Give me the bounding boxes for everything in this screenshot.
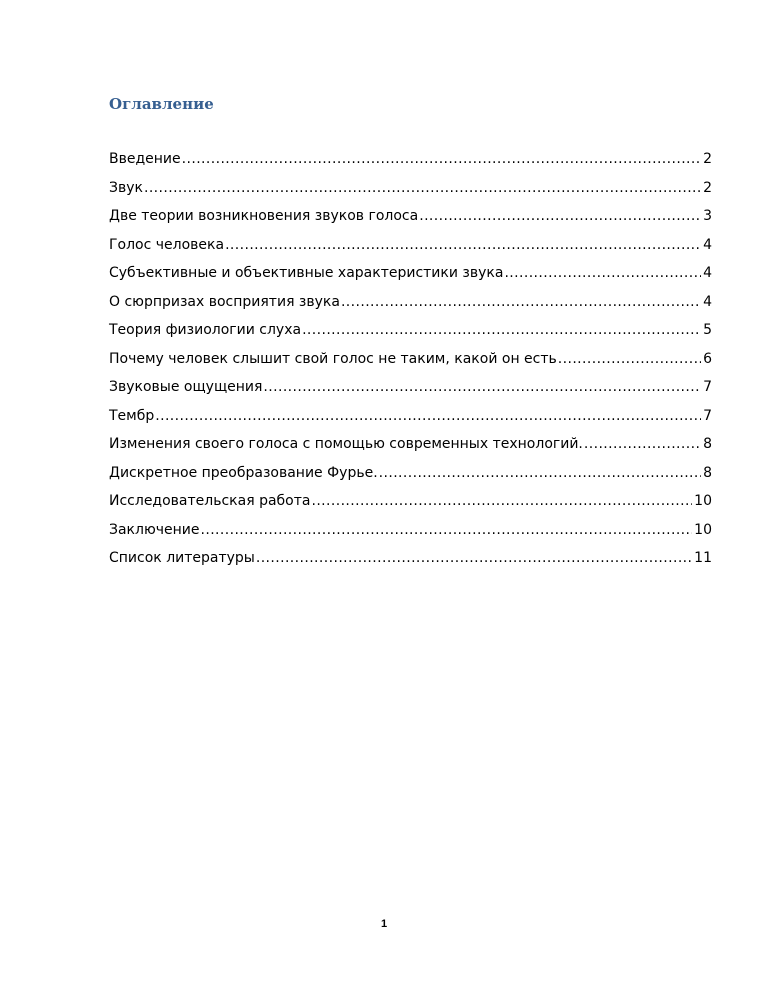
toc-entry-title[interactable]: Изменения своего голоса с помощью современных технологий. bbox=[109, 436, 583, 452]
toc-dot-leader bbox=[263, 373, 701, 402]
toc-entry-title[interactable]: Звуковые ощущения bbox=[109, 379, 263, 395]
toc-entry-page[interactable]: 10 bbox=[694, 493, 712, 509]
toc-heading: Оглавление bbox=[109, 95, 214, 113]
toc-entry-title[interactable]: Субъективные и объективные характеристики звука bbox=[109, 265, 504, 281]
toc-dot-leader bbox=[182, 145, 701, 174]
toc-dot-leader bbox=[155, 402, 701, 431]
toc-entry[interactable] bbox=[109, 487, 712, 516]
toc-entry[interactable] bbox=[109, 430, 712, 459]
toc-entry-title[interactable]: Голос человека bbox=[109, 236, 225, 253]
toc-entry-title[interactable]: Звук bbox=[109, 179, 143, 196]
toc-entry-title[interactable]: Заключение bbox=[109, 521, 200, 538]
toc-entry-title[interactable]: Введение bbox=[109, 151, 181, 167]
toc-dot-leader bbox=[558, 345, 701, 374]
toc-entry-page[interactable]: 4 bbox=[703, 265, 712, 281]
page-number: 1 bbox=[380, 918, 388, 930]
toc-entry[interactable] bbox=[109, 202, 712, 231]
toc-entry-title[interactable]: Почему человек слышит свой голос не таким, какой он есть bbox=[109, 350, 557, 367]
toc-entry[interactable] bbox=[109, 345, 712, 374]
toc-dot-leader bbox=[302, 316, 701, 345]
toc-dot-leader bbox=[379, 459, 701, 488]
toc-entry-page[interactable]: 7 bbox=[703, 407, 712, 424]
toc-entry[interactable] bbox=[109, 544, 712, 573]
toc-entry-page[interactable]: 2 bbox=[703, 151, 712, 167]
toc-entry-page[interactable]: 4 bbox=[703, 236, 712, 253]
toc-dot-leader bbox=[584, 430, 701, 459]
toc-entry[interactable] bbox=[109, 174, 712, 203]
toc-entry-title[interactable]: Исследовательская работа bbox=[109, 493, 311, 509]
toc-entry-page[interactable]: 5 bbox=[703, 322, 712, 338]
toc-dot-leader bbox=[144, 174, 701, 203]
toc-entry-page[interactable]: 6 bbox=[703, 350, 712, 367]
toc-entry[interactable] bbox=[109, 231, 712, 260]
toc-entry-page[interactable]: 11 bbox=[694, 550, 712, 566]
toc-entry[interactable] bbox=[109, 516, 712, 545]
toc-entry[interactable] bbox=[109, 288, 712, 317]
toc-entry[interactable] bbox=[109, 459, 712, 488]
toc-entry[interactable] bbox=[109, 316, 712, 345]
toc-entry[interactable] bbox=[109, 402, 712, 431]
toc-dot-leader bbox=[341, 288, 701, 317]
toc-entry-page[interactable]: 10 bbox=[694, 521, 712, 538]
toc-entry-page[interactable]: 2 bbox=[703, 179, 712, 196]
toc-entry[interactable] bbox=[109, 145, 712, 174]
toc-entry-title[interactable]: Теория физиологии слуха bbox=[109, 322, 302, 338]
toc-entry-title[interactable]: Список литературы bbox=[109, 550, 255, 566]
toc-dot-leader bbox=[504, 259, 701, 288]
toc-entry-page[interactable]: 3 bbox=[703, 208, 712, 224]
table-of-contents bbox=[109, 145, 712, 573]
toc-entry-title[interactable]: Тембр bbox=[109, 407, 155, 424]
toc-dot-leader bbox=[225, 231, 701, 260]
toc-dot-leader bbox=[201, 516, 693, 545]
toc-entry-title[interactable]: Две теории возникновения звуков голоса bbox=[109, 208, 419, 224]
toc-dot-leader bbox=[311, 487, 692, 516]
toc-entry-title[interactable]: О сюрпризах восприятия звука bbox=[109, 293, 340, 310]
toc-entry-title[interactable]: Дискретное преобразование Фурье. bbox=[109, 464, 378, 481]
toc-entry-page[interactable]: 4 bbox=[703, 293, 712, 310]
toc-entry-page[interactable]: 8 bbox=[703, 436, 712, 452]
toc-entry[interactable] bbox=[109, 259, 712, 288]
toc-dot-leader bbox=[256, 544, 692, 573]
toc-entry-page[interactable]: 7 bbox=[703, 379, 712, 395]
toc-entry-page[interactable]: 8 bbox=[703, 464, 712, 481]
toc-entry[interactable] bbox=[109, 373, 712, 402]
toc-dot-leader bbox=[419, 202, 701, 231]
